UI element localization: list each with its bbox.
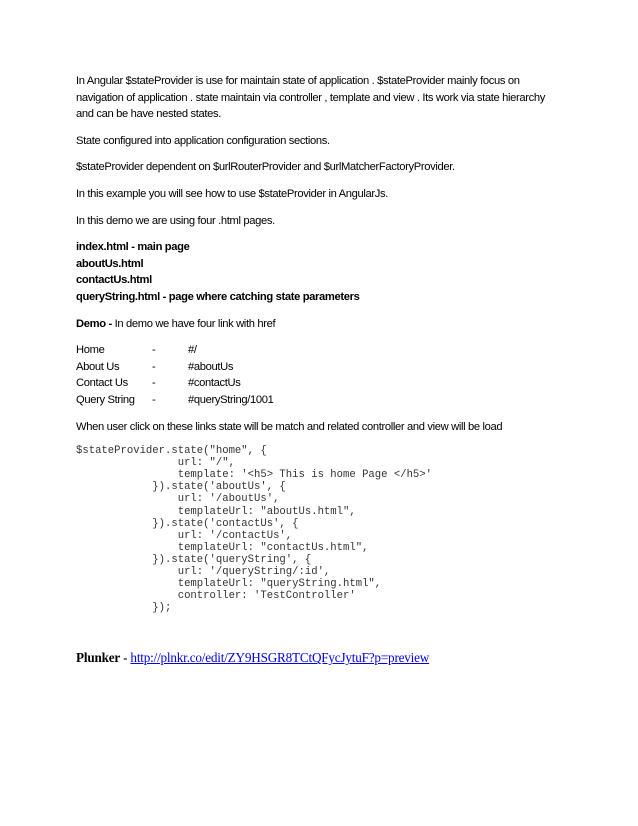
demo-label: Demo - <box>76 317 112 330</box>
link-href-home: #/ <box>188 344 197 357</box>
code-line: templateUrl: "contactUs.html", <box>76 541 369 554</box>
plunker-dash: - <box>120 650 131 666</box>
link-sep: - <box>152 360 156 373</box>
code-line: }).state('aboutUs', { <box>76 481 286 494</box>
plunker-link[interactable]: http://plnkr.co/edit/ZY9HSGR8TCtQFycJytuF?p=preview <box>130 650 430 666</box>
plunker-paragraph <box>76 650 566 667</box>
code-line: templateUrl: "aboutUs.html", <box>76 505 356 518</box>
link-sep: - <box>152 377 156 390</box>
link-table <box>76 342 566 408</box>
file-list <box>76 239 566 305</box>
demo-text: In demo we have four link with href <box>111 317 276 330</box>
link-sep: - <box>152 344 156 357</box>
demo-paragraph <box>76 316 566 333</box>
link-href-querystring: #queryString/1001 <box>188 393 274 406</box>
code-line: }).state('queryString', { <box>76 553 312 566</box>
code-line: url: '/queryString/:id', <box>76 566 331 579</box>
intro-line-1: In Angular $stateProvider is use for maintain state of application . $stateProvider mainly focus on <box>76 75 520 87</box>
code-line: }).state('contactUs', { <box>76 517 299 530</box>
code-line: templateUrl: "queryString.html", <box>76 578 382 591</box>
link-name-home: Home <box>76 344 105 357</box>
link-href-about: #aboutUs <box>188 360 234 373</box>
config-paragraph: State configured into application configuration sections. <box>76 134 330 147</box>
file-item-querystring: queryString.html - page where catching state parameters <box>76 290 360 303</box>
plunker-label: Plunker <box>76 650 121 666</box>
file-item-about: aboutUs.html <box>76 257 144 270</box>
dependent-paragraph: $stateProvider dependent on $urlRouterProvider and $urlMatcherFactoryProvider. <box>76 161 455 174</box>
code-line: url: '/contactUs', <box>76 529 293 542</box>
intro-line-2: navigation of application . state maintain via controller , template and view . Its work via state hierarchy <box>76 91 545 104</box>
example-paragraph: In this example you will see how to use $stateProvider in AngularJs. <box>76 187 388 200</box>
link-name-querystring: Query String <box>76 393 135 406</box>
when-paragraph: When user click on these links state will be match and related controller and view will be load <box>76 420 503 433</box>
link-href-contact: #contactUs <box>188 377 241 390</box>
document-body <box>76 73 566 667</box>
demo-pages-paragraph: In this demo we are using four .html pages. <box>76 214 275 227</box>
code-line: $stateProvider.state("home", { <box>76 445 267 458</box>
link-sep: - <box>152 393 156 406</box>
code-line: url: "/", <box>76 457 235 470</box>
code-line: controller: 'TestController' <box>76 590 356 603</box>
file-item-index: index.html - main page <box>76 241 190 254</box>
file-item-contact: contactUs.html <box>76 274 152 287</box>
link-name-contact: Contact Us <box>76 377 128 390</box>
code-line: template: '<h5> This is home Page </h5>' <box>76 469 433 482</box>
code-line: url: '/aboutUs', <box>76 493 280 506</box>
code-block <box>76 445 566 614</box>
intro-paragraph <box>76 73 566 123</box>
link-name-about: About Us <box>76 360 120 373</box>
code-line: }); <box>76 602 172 615</box>
intro-line-3: and can be have nested states. <box>76 108 221 121</box>
